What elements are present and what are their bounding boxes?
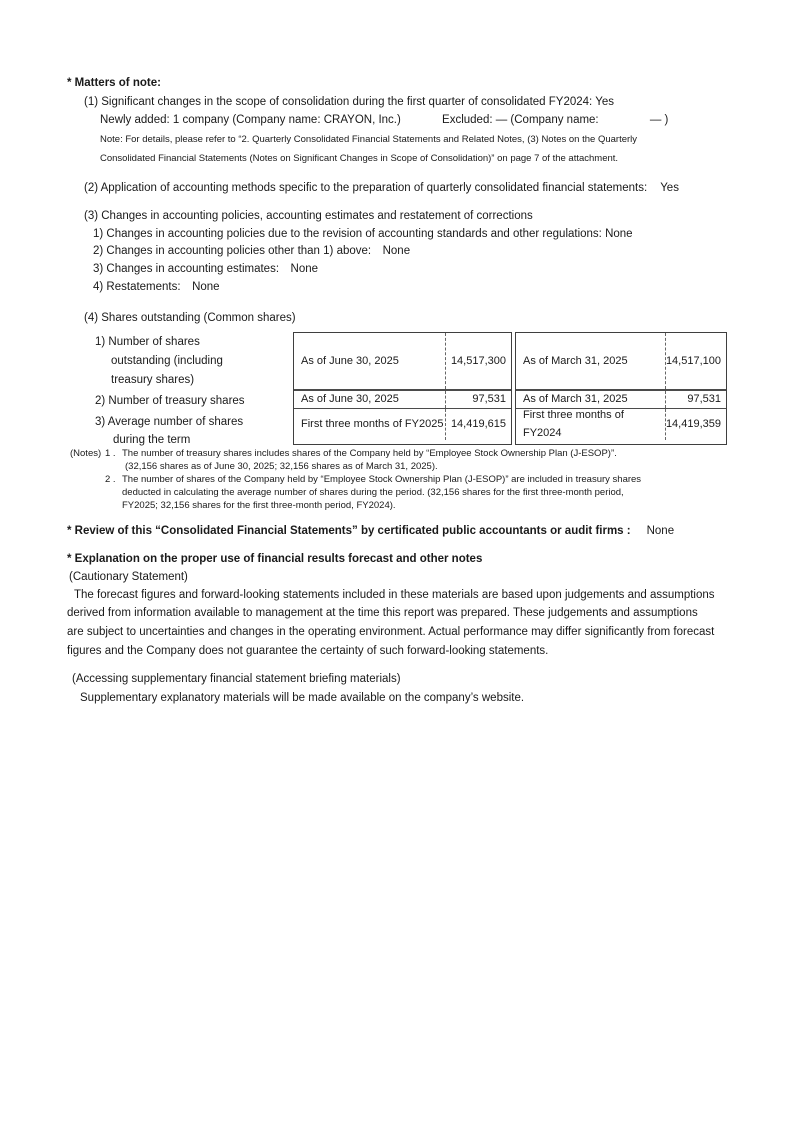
table-notes	[67, 447, 735, 512]
note-2-line-2: deducted in calculating the average number of shares during the period. (32,156 shares for the first three-month period,	[122, 486, 624, 498]
shares-label-1	[95, 332, 293, 391]
review-section	[67, 522, 735, 541]
cautionary-statement-label: (Cautionary Statement)	[69, 570, 188, 583]
table-row	[294, 389, 511, 408]
note-1-body	[122, 447, 735, 473]
shares-label-2-line-1: 2) Number of treasury shares	[95, 394, 245, 407]
shares-outstanding-section	[67, 332, 735, 445]
accessing-materials-label: (Accessing supplementary financial statement briefing materials)	[72, 673, 401, 686]
shares-table-current-period	[293, 332, 512, 445]
table-cell-label: As of June 30, 2025	[301, 393, 399, 406]
item-1-note-line-1: Note: For details, please refer to “2. Quarterly Consolidated Financial Statements and Related Notes, (3) Notes on the Quarterly	[100, 133, 638, 145]
note-1-line-2: (32,156 shares as of June 30, 2025; 32,156 shares as of March 31, 2025).	[125, 460, 438, 472]
notes-label-spacer	[67, 473, 105, 512]
shares-label-1-line-1: 1) Number of shares	[95, 335, 200, 348]
explanation-heading: * Explanation on the proper use of financial results forecast and other notes	[67, 553, 483, 566]
item-3-sub-4: 4) Restatements: None	[93, 280, 220, 293]
table-note-2	[67, 473, 735, 512]
table-row	[294, 408, 511, 440]
table-cell-value: 14,419,615	[445, 409, 511, 440]
shares-label-1-line-2: outstanding (including	[111, 354, 223, 367]
table-row	[294, 333, 511, 389]
table-cell-label: As of March 31, 2025	[523, 393, 628, 406]
item-3-sub-2: 2) Changes in accounting policies other than 1) above: None	[93, 245, 411, 258]
table-cell-label: First three months of FY2024	[523, 408, 624, 440]
shares-label-2	[95, 391, 293, 411]
table-cell-value: 97,531	[665, 391, 726, 408]
review-heading: * Review of this “Consolidated Financial Statements” by certificated public accountants or audit firms :	[67, 524, 631, 537]
shares-table-prior-period	[515, 332, 727, 445]
note-2-line-3: FY2025; 32,156 shares for the first three-month period, FY2024).	[122, 499, 396, 511]
shares-table	[293, 332, 727, 445]
shares-label-3-line-2: during the term	[113, 433, 191, 446]
excluded-end-text: — )	[649, 114, 669, 126]
table-note-1	[67, 447, 735, 473]
item-2-text: (2) Application of accounting methods specific to the preparation of quarterly consolidated financial statements:	[84, 181, 648, 194]
page-content	[67, 74, 735, 707]
accessing-materials-text: Supplementary explanatory materials will be made available on the company’s website.	[80, 691, 525, 704]
item-4-line: (4) Shares outstanding (Common shares)	[84, 312, 296, 325]
table-row	[516, 408, 726, 440]
table-cell-label: As of March 31, 2025	[523, 354, 628, 367]
item-3-sub-3: 3) Changes in accounting estimates: None	[93, 262, 319, 275]
note-2-body	[122, 473, 735, 512]
shares-row-labels	[67, 332, 293, 445]
newly-added-text: Newly added: 1 company (Company name: CRAYON, Inc.)	[100, 114, 401, 126]
excluded-text: Excluded: — (Company name:	[442, 114, 599, 126]
item-2-line	[67, 179, 735, 198]
table-cell-value: 14,517,100	[665, 333, 726, 389]
note-2-number: 2 .	[105, 473, 116, 485]
note-1-number: 1 .	[105, 447, 116, 459]
item-1-note-line-2: Consolidated Financial Statements (Notes on Significant Changes in Scope of Consolidation)” on page 7 of the attachment.	[100, 152, 619, 164]
table-cell-label: As of June 30, 2025	[301, 354, 399, 367]
table-row	[516, 333, 726, 389]
cautionary-paragraph: The forecast figures and forward-looking statements included in these materials are based upon judgements and assumptions derived from information available to management at the time this report was prepared. These judgements and assumptions are subject to uncertainties and changes in the operating environment. Actual performance may differ significantly from forecast figures and the Company does not guarantee the certainty of such forward-looking statements.	[67, 588, 715, 657]
item-3-sub-1: 1) Changes in accounting policies due to the revision of accounting standards and other regulations: None	[93, 227, 633, 240]
table-cell-value: 14,419,359	[665, 409, 726, 440]
note-1-line-1: The number of treasury shares includes shares of the Company held by “Employee Stock Ownership Plan (J-ESOP)”.	[122, 447, 617, 459]
note-2-line-1: The number of shares of the Company held by “Employee Stock Ownership Plan (J-ESOP)” are included in treasury shares	[122, 473, 642, 485]
table-cell-label: First three months of FY2025	[301, 418, 444, 431]
shares-label-1-line-3: treasury shares)	[111, 373, 195, 386]
review-value: None	[646, 524, 675, 537]
shares-label-3	[95, 411, 293, 445]
matters-heading: * Matters of note:	[67, 77, 161, 89]
item-1-detail-line	[67, 111, 735, 130]
item-2-value: Yes	[660, 181, 679, 194]
table-cell-value: 14,517,300	[445, 333, 511, 389]
notes-label: (Notes)	[70, 447, 102, 459]
table-cell-value: 97,531	[445, 391, 511, 408]
shares-label-3-line-1: 3) Average number of shares	[95, 415, 244, 428]
item-1-line: (1) Significant changes in the scope of consolidation during the first quarter of consolidated FY2024: Yes	[84, 95, 614, 108]
item-3-line: (3) Changes in accounting policies, accounting estimates and restatement of corrections	[84, 210, 533, 222]
